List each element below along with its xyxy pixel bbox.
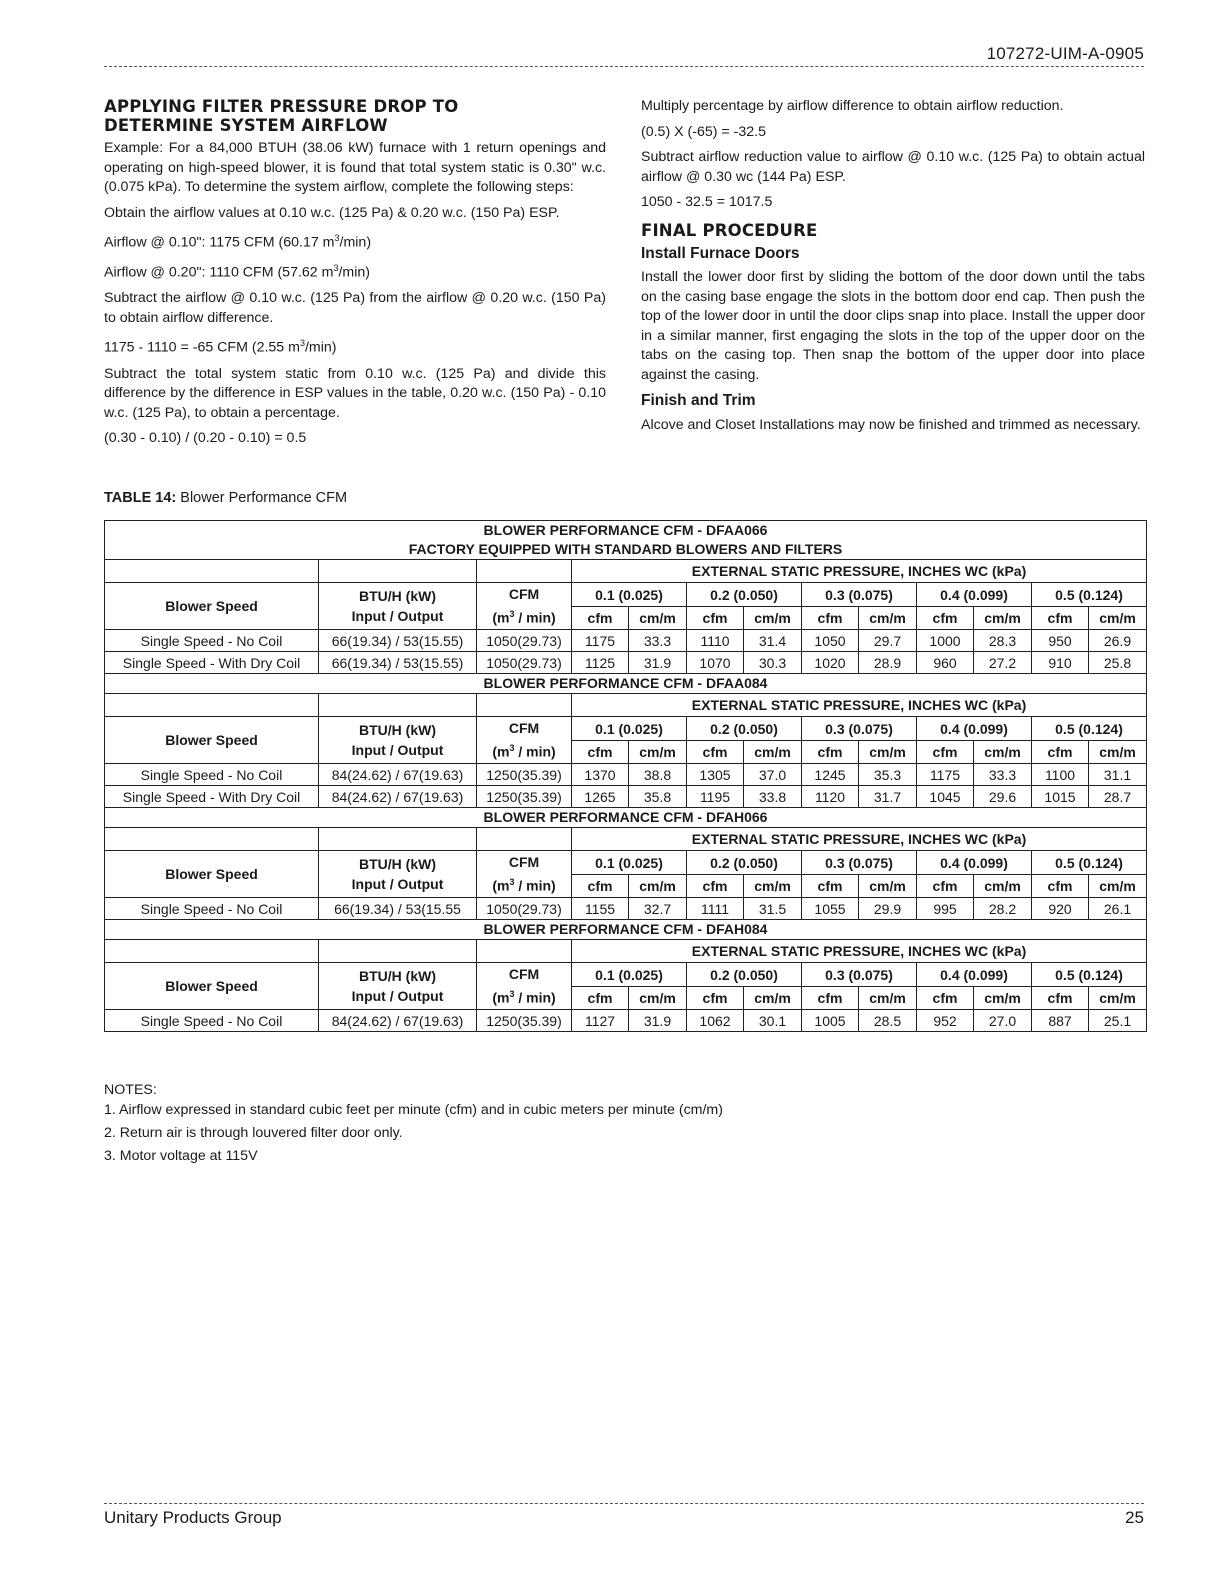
table-cell: 995 xyxy=(917,898,974,920)
cfm-header: CFM $(m^3 / \min)$ xyxy=(477,583,572,630)
cmm-unit-header: cm/m xyxy=(859,741,917,764)
esp-header: EXTERNAL STATIC PRESSURE, INCHES WC (kPa) xyxy=(572,940,1147,963)
table-cell: 1127 xyxy=(572,1010,629,1032)
cmm-unit-header: cm/m xyxy=(974,741,1032,764)
cfm-header: CFM $(m^3 / \min)$ xyxy=(477,963,572,1010)
cfm-unit-header: cfm xyxy=(802,875,859,898)
blower-speed-header: Blower Speed xyxy=(105,851,319,898)
table-cell: 84(24.62) / 67(19.63) xyxy=(319,786,477,808)
empty-header-cell xyxy=(105,560,319,583)
table-cell: 1370 xyxy=(572,764,629,786)
table-cell: 28.3 xyxy=(974,630,1032,652)
table-cell: 1265 xyxy=(572,786,629,808)
table-body xyxy=(105,521,1147,1032)
table-cell: 30.3 xyxy=(744,652,802,674)
document-number: 107272-UIM-A-0905 xyxy=(986,44,1144,63)
cmm-unit-header: cm/m xyxy=(1089,875,1147,898)
table-cell: 1055 xyxy=(802,898,859,920)
cfm-unit-header: cfm xyxy=(802,987,859,1010)
table-row xyxy=(105,1010,1147,1032)
cfm-unit-header: cfm xyxy=(1032,987,1089,1010)
cmm-unit-header: cm/m xyxy=(859,875,917,898)
pressure-header: 0.4 (0.099) xyxy=(917,851,1032,875)
header-row-pressures xyxy=(105,717,1147,741)
empty-header-cell xyxy=(105,940,319,963)
section-title: BLOWER PERFORMANCE CFM - DFAA084 xyxy=(105,674,1147,694)
subtract-paragraph: Subtract the airflow @ 0.10 w.c. (125 Pa) from the airflow @ 0.20 w.c. (150 Pa) to obtain airflow difference. xyxy=(104,290,606,326)
cfm-unit-header: cfm xyxy=(917,875,974,898)
table-cell: 30.1 xyxy=(744,1010,802,1032)
table-cell: 31.7 xyxy=(859,786,917,808)
table-row xyxy=(105,652,1147,674)
table-cell: 1045 xyxy=(917,786,974,808)
table-cell: 1195 xyxy=(687,786,744,808)
table-cell: 1050 xyxy=(802,630,859,652)
cfm-unit-header: cfm xyxy=(572,875,629,898)
table-cell: Single Speed - No Coil xyxy=(105,898,319,920)
cfm-unit-header: cfm xyxy=(572,607,629,630)
table-cell: 33.8 xyxy=(744,786,802,808)
pressure-header: 0.3 (0.075) xyxy=(802,583,917,607)
cmm-unit-header: cm/m xyxy=(629,987,687,1010)
percentage-paragraph: Subtract the total system static from 0.10 w.c. (125 Pa) and divide this difference by the difference in ESP values in the table, 0.20 w.c. (150 Pa) - 0.10 w.c. (125 Pa), to obtain a percentage. xyxy=(104,365,606,421)
table-row xyxy=(105,630,1147,652)
table-cell: 960 xyxy=(917,652,974,674)
pressure-header: 0.2 (0.050) xyxy=(687,717,802,741)
empty-header-cell xyxy=(105,694,319,717)
finish-trim-heading: Finish and Trim xyxy=(641,392,756,409)
table-cell: 37.0 xyxy=(744,764,802,786)
pressure-header: 0.4 (0.099) xyxy=(917,717,1032,741)
table-cell: 28.7 xyxy=(1089,786,1147,808)
header-row-pressures xyxy=(105,963,1147,987)
airflow-010-line: Airflow @ 0.10": 1175 CFM (60.17 $m^3/\min$) xyxy=(104,233,372,251)
cfm-unit-header: cfm xyxy=(687,987,744,1010)
table-cell: 1015 xyxy=(1032,786,1089,808)
header-row-esp xyxy=(105,828,1147,851)
cfm-unit-header: cfm xyxy=(802,607,859,630)
percentage-calc: (0.30 - 0.10) / (0.20 - 0.10) = 0.5 xyxy=(104,430,307,447)
table-cell: 1250(35.39) xyxy=(477,786,572,808)
section-title-row xyxy=(105,808,1147,828)
cfm-unit-header: cfm xyxy=(687,741,744,764)
table-cell: 1175 xyxy=(917,764,974,786)
cmm-unit-header: cm/m xyxy=(629,741,687,764)
install-doors-paragraph: Install the lower door first by sliding the bottom of the door down until the tabs on the casing base engage the slots in the bottom door end cap. Then push the top of the lower door in until the door clips snap into place. Install the upper door in a similar manner, first engaging the slots in the top of the upper door on the tabs on the casing top. Then snap the bottom of the upper door into place against the casing. xyxy=(641,269,1145,383)
section-title-row xyxy=(105,521,1147,560)
header-row-esp xyxy=(105,694,1147,717)
table-cell: 1005 xyxy=(802,1010,859,1032)
pressure-header: 0.1 (0.025) xyxy=(572,583,687,607)
cmm-unit-header: cm/m xyxy=(629,875,687,898)
section-title-row xyxy=(105,920,1147,940)
btuh-header: BTU/H (kW) Input / Output xyxy=(319,851,477,898)
table-cell: Single Speed - No Coil xyxy=(105,1010,319,1032)
cfm-unit-header: cfm xyxy=(687,875,744,898)
pressure-header: 0.2 (0.050) xyxy=(687,963,802,987)
table-cell: 35.8 xyxy=(629,786,687,808)
cfm-unit-header: cfm xyxy=(917,987,974,1010)
table-cell: 27.2 xyxy=(974,652,1032,674)
cfm-unit-header: cfm xyxy=(802,741,859,764)
actual-airflow-calc: 1050 - 32.5 = 1017.5 xyxy=(641,194,773,210)
cmm-unit-header: cm/m xyxy=(974,607,1032,630)
table-cell: 66(19.34) / 53(15.55) xyxy=(319,652,477,674)
footer-rule xyxy=(104,1503,1144,1504)
pressure-header: 0.3 (0.075) xyxy=(802,851,917,875)
empty-header-cell xyxy=(319,940,477,963)
table-cell: 1305 xyxy=(687,764,744,786)
table-cell: 1120 xyxy=(802,786,859,808)
esp-header: EXTERNAL STATIC PRESSURE, INCHES WC (kPa) xyxy=(572,694,1147,717)
cfm-unit-header: cfm xyxy=(572,741,629,764)
empty-header-cell xyxy=(477,940,572,963)
table-cell: 31.4 xyxy=(744,630,802,652)
table-cell: 25.1 xyxy=(1089,1010,1147,1032)
cfm-unit-header: cfm xyxy=(1032,607,1089,630)
cfm-unit-header: cfm xyxy=(687,607,744,630)
table-cell: 35.3 xyxy=(859,764,917,786)
table-cell: 84(24.62) / 67(19.63) xyxy=(319,764,477,786)
pressure-header: 0.5 (0.124) xyxy=(1032,583,1147,607)
table-cell: Single Speed - With Dry Coil xyxy=(105,652,319,674)
table-cell: 1050(29.73) xyxy=(477,652,572,674)
table-cell: 38.8 xyxy=(629,764,687,786)
table-cell: 1125 xyxy=(572,652,629,674)
blower-speed-header: Blower Speed xyxy=(105,717,319,764)
pressure-header: 0.2 (0.050) xyxy=(687,583,802,607)
table-cell: 920 xyxy=(1032,898,1089,920)
table-cell: 28.9 xyxy=(859,652,917,674)
table-cell: 29.9 xyxy=(859,898,917,920)
table-cell: 1070 xyxy=(687,652,744,674)
table-cell: 887 xyxy=(1032,1010,1089,1032)
empty-header-cell xyxy=(477,560,572,583)
empty-header-cell xyxy=(477,828,572,851)
section-title: BLOWER PERFORMANCE CFM - DFAH066 xyxy=(105,808,1147,828)
reduction-calc: (0.5) X (-65) = -32.5 xyxy=(641,123,766,140)
table-cell: 1250(35.39) xyxy=(477,764,572,786)
pressure-header: 0.5 (0.124) xyxy=(1032,851,1147,875)
cmm-unit-header: cm/m xyxy=(859,607,917,630)
notes-label: NOTES: xyxy=(104,1082,157,1098)
esp-header: EXTERNAL STATIC PRESSURE, INCHES WC (kPa) xyxy=(572,560,1147,583)
empty-header-cell xyxy=(319,828,477,851)
cfm-unit-header: cfm xyxy=(1032,741,1089,764)
cmm-unit-header: cm/m xyxy=(744,607,802,630)
table-cell: 25.8 xyxy=(1089,652,1147,674)
table-cell: 1050(29.73) xyxy=(477,630,572,652)
airflow-020-line: Airflow @ 0.20": 1110 CFM (57.62 $m^3/\min$) xyxy=(104,263,370,281)
table-cell: 1020 xyxy=(802,652,859,674)
header-row-pressures xyxy=(105,851,1147,875)
table-cell: 29.7 xyxy=(859,630,917,652)
cfm-header: CFM $(m^3 / \min)$ xyxy=(477,717,572,764)
table-cell: 31.1 xyxy=(1089,764,1147,786)
empty-header-cell xyxy=(319,560,477,583)
cmm-unit-header: cm/m xyxy=(744,875,802,898)
table-cell: 84(24.62) / 67(19.63) xyxy=(319,1010,477,1032)
empty-header-cell xyxy=(319,694,477,717)
pressure-header: 0.5 (0.124) xyxy=(1032,963,1147,987)
table-cell: 31.5 xyxy=(744,898,802,920)
table-cell: 1000 xyxy=(917,630,974,652)
table-cell: 1110 xyxy=(687,630,744,652)
final-procedure-heading: FINAL PROCEDURE xyxy=(641,220,818,240)
section-title: BLOWER PERFORMANCE CFM - DFAA066 FACTORY EQUIPPED WITH STANDARD BLOWERS AND FILTERS xyxy=(105,521,1147,560)
table-cell: 29.6 xyxy=(974,786,1032,808)
cfm-unit-header: cfm xyxy=(572,987,629,1010)
cmm-unit-header: cm/m xyxy=(1089,607,1147,630)
multiply-paragraph: Multiply percentage by airflow difference to obtain airflow reduction. xyxy=(641,98,1064,114)
cmm-unit-header: cm/m xyxy=(974,875,1032,898)
table-cell: 1050(29.73) xyxy=(477,898,572,920)
blower-speed-header: Blower Speed xyxy=(105,963,319,1010)
table-cell: 1155 xyxy=(572,898,629,920)
table-cell: 66(19.34) / 53(15.55) xyxy=(319,630,477,652)
btuh-header: BTU/H (kW) Input / Output xyxy=(319,717,477,764)
table-cell: 26.1 xyxy=(1089,898,1147,920)
pressure-header: 0.3 (0.075) xyxy=(802,717,917,741)
left-column xyxy=(104,97,606,455)
cmm-unit-header: cm/m xyxy=(1089,741,1147,764)
table-cell: 66(19.34) / 53(15.55 xyxy=(319,898,477,920)
btuh-header: BTU/H (kW) Input / Output xyxy=(319,583,477,630)
table-row xyxy=(105,764,1147,786)
empty-header-cell xyxy=(477,694,572,717)
cmm-unit-header: cm/m xyxy=(974,987,1032,1010)
cfm-unit-header: cfm xyxy=(917,607,974,630)
cmm-unit-header: cm/m xyxy=(629,607,687,630)
cmm-unit-header: cm/m xyxy=(744,741,802,764)
pressure-header: 0.1 (0.025) xyxy=(572,851,687,875)
actual-airflow-paragraph: Subtract airflow reduction value to airflow @ 0.10 w.c. (125 Pa) to obtain actual airflow @ 0.30 wc (144 Pa) ESP. xyxy=(641,149,1145,185)
table-cell: 27.0 xyxy=(974,1010,1032,1032)
pressure-header: 0.4 (0.099) xyxy=(917,583,1032,607)
table-cell: 950 xyxy=(1032,630,1089,652)
table-cell: 1111 xyxy=(687,898,744,920)
table-cell: 952 xyxy=(917,1010,974,1032)
notes xyxy=(104,1082,723,1168)
finish-trim-paragraph: Alcove and Closet Installations may now be finished and trimmed as necessary. xyxy=(641,416,1141,433)
header-row-esp xyxy=(105,940,1147,963)
table-caption: TABLE 14: Blower Performance CFM xyxy=(104,490,348,506)
cmm-unit-header: cm/m xyxy=(1089,987,1147,1010)
table-cell: 1245 xyxy=(802,764,859,786)
table-cell: 1250(35.39) xyxy=(477,1010,572,1032)
cfm-unit-header: cfm xyxy=(1032,875,1089,898)
table-cell: Single Speed - With Dry Coil xyxy=(105,786,319,808)
table-cell: Single Speed - No Coil xyxy=(105,764,319,786)
esp-header: EXTERNAL STATIC PRESSURE, INCHES WC (kPa) xyxy=(572,828,1147,851)
pressure-header: 0.1 (0.025) xyxy=(572,963,687,987)
footer-company: Unitary Products Group xyxy=(104,1508,282,1527)
pressure-header: 0.5 (0.124) xyxy=(1032,717,1147,741)
table-cell: 31.9 xyxy=(629,652,687,674)
example-paragraph: Example: For a 84,000 BTUH (38.06 kW) furnace with 1 return openings and operating on high-speed blower, it is found that total system static is 0.30" w.c. (0.075 kPa). To determine the system airflow, complete the following steps: xyxy=(104,140,606,195)
pressure-header: 0.4 (0.099) xyxy=(917,963,1032,987)
pressure-header: 0.3 (0.075) xyxy=(802,963,917,987)
empty-header-cell xyxy=(105,828,319,851)
header-row-pressures xyxy=(105,583,1147,607)
section-title: BLOWER PERFORMANCE CFM - DFAH084 xyxy=(105,920,1147,940)
note-3: 3. Motor voltage at 115V xyxy=(104,1148,258,1164)
btuh-header: BTU/H (kW) Input / Output xyxy=(319,963,477,1010)
blower-performance-table xyxy=(104,520,1147,1032)
obtain-paragraph: Obtain the airflow values at 0.10 w.c. (125 Pa) & 0.20 w.c. (150 Pa) ESP. xyxy=(104,204,560,221)
table-cell: 28.2 xyxy=(974,898,1032,920)
section-title-row xyxy=(105,674,1147,694)
note-2: 2. Return air is through louvered filter door only. xyxy=(104,1125,403,1141)
table-cell: 28.5 xyxy=(859,1010,917,1032)
table-row xyxy=(105,786,1147,808)
table-row xyxy=(105,898,1147,920)
note-1: 1. Airflow expressed in standard cubic feet per minute (cfm) and in cubic meters per minute (cm/m) xyxy=(104,1102,723,1118)
header-row-esp xyxy=(105,560,1147,583)
blower-speed-header: Blower Speed xyxy=(105,583,319,630)
cmm-unit-header: cm/m xyxy=(859,987,917,1010)
table-cell: 32.7 xyxy=(629,898,687,920)
table-cell: 33.3 xyxy=(974,764,1032,786)
table-cell: 31.9 xyxy=(629,1010,687,1032)
cfm-header: CFM $(m^3 / \min)$ xyxy=(477,851,572,898)
table-cell: 910 xyxy=(1032,652,1089,674)
pressure-header: 0.1 (0.025) xyxy=(572,717,687,741)
header-rule xyxy=(104,66,1144,67)
page-number: 25 xyxy=(1125,1508,1144,1527)
difference-calc: 1175 - 1110 = -65 CFM (2.55 $m^3/\min$) xyxy=(104,338,337,357)
table-cell: 1175 xyxy=(572,630,629,652)
section-heading-filter-pressure: APPLYING FILTER PRESSURE DROP TO DETERMINE SYSTEM AIRFLOW xyxy=(104,97,459,135)
pressure-header: 0.2 (0.050) xyxy=(687,851,802,875)
table-cell: 1100 xyxy=(1032,764,1089,786)
table-cell: 33.3 xyxy=(629,630,687,652)
right-column xyxy=(641,97,1145,441)
table-cell: 26.9 xyxy=(1089,630,1147,652)
install-doors-heading: Install Furnace Doors xyxy=(641,244,800,262)
table-cell: Single Speed - No Coil xyxy=(105,630,319,652)
table-cell: 1062 xyxy=(687,1010,744,1032)
cfm-unit-header: cfm xyxy=(917,741,974,764)
cmm-unit-header: cm/m xyxy=(744,987,802,1010)
